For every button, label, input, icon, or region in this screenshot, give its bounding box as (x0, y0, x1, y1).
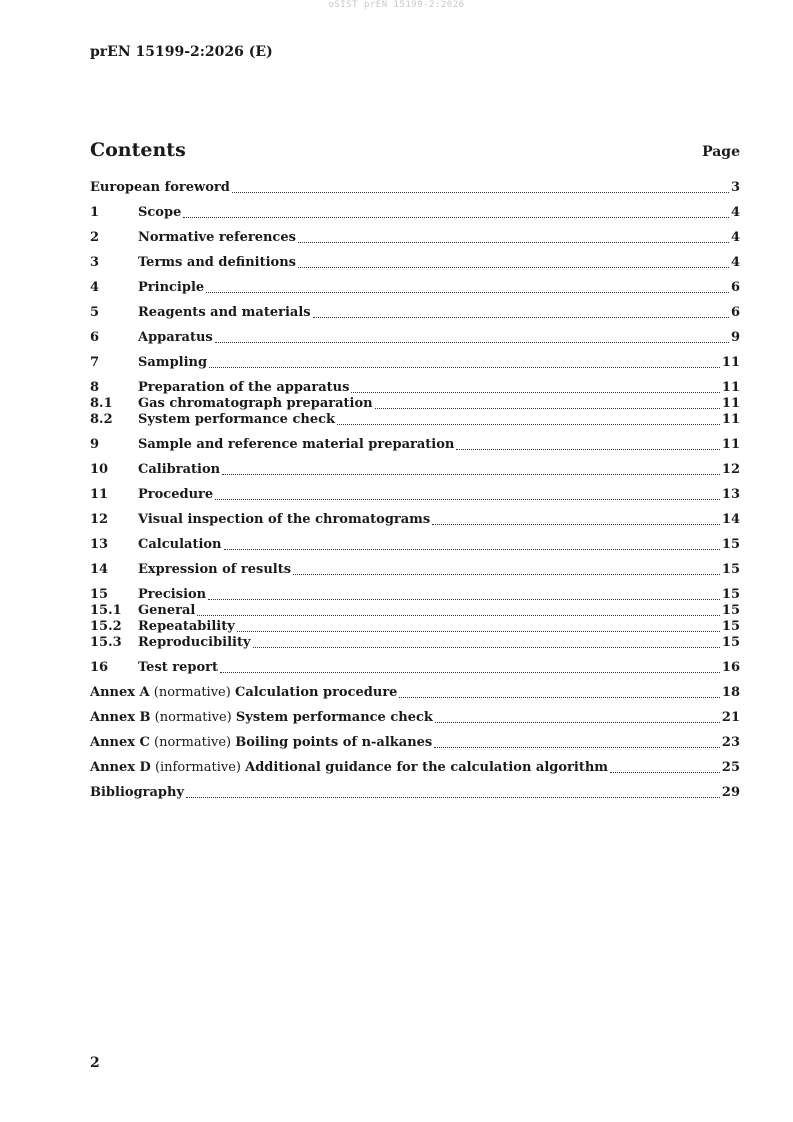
annex-label: Annex A (90, 685, 150, 700)
toc-leader (610, 772, 720, 773)
toc-entry-7[interactable] (90, 355, 740, 371)
annex-heading (90, 710, 433, 726)
toc-leader (456, 449, 720, 450)
toc-page: 11 (721, 380, 740, 395)
toc-title: Calculation (138, 537, 222, 552)
annex-heading (90, 685, 397, 701)
toc-page: 15 (721, 635, 740, 650)
annex-type: (normative) (153, 685, 231, 700)
toc-leader (399, 697, 719, 698)
toc-page: 4 (730, 230, 740, 245)
toc-page: 6 (730, 280, 740, 295)
toc-leader (293, 574, 720, 575)
toc-number: 7 (90, 355, 100, 370)
toc-entry-12[interactable] (90, 512, 740, 528)
toc-title: Expression of results (138, 562, 292, 577)
toc-title: Gas chromatograph preparation (138, 396, 373, 411)
toc-leader (220, 672, 720, 673)
toc-page: 11 (721, 412, 740, 427)
toc-leader (224, 549, 720, 550)
toc-title: System performance check (138, 412, 336, 427)
toc-leader (209, 367, 720, 368)
toc-title: Procedure (138, 487, 214, 502)
annex-heading (90, 735, 432, 751)
toc-title: Additional guidance for the calculation algorithm (245, 760, 609, 775)
toc-leader (313, 317, 729, 318)
contents-title: Contents (90, 139, 186, 161)
toc-title: Bibliography (90, 785, 185, 800)
toc-page: 13 (721, 487, 740, 502)
toc-entry-annex-d[interactable] (90, 760, 740, 776)
toc-number: 8.1 (90, 396, 113, 411)
toc-page: 4 (730, 205, 740, 220)
toc-title: Sampling (138, 355, 208, 370)
toc-entry-14[interactable] (90, 562, 740, 578)
toc-entry-8-2[interactable] (90, 412, 740, 428)
toc-entry-8-1[interactable] (90, 396, 740, 412)
toc-title: Normative references (138, 230, 296, 245)
toc-leader (215, 499, 720, 500)
page-number: 2 (90, 1055, 100, 1071)
toc-entry-2[interactable] (90, 230, 740, 246)
toc-number: 10 (90, 462, 109, 477)
toc-number: 4 (90, 280, 100, 295)
toc-leader (375, 408, 720, 409)
toc-entry-9[interactable] (90, 437, 740, 453)
toc-title: Sample and reference material preparation (138, 437, 455, 452)
toc-title: Apparatus (138, 330, 213, 345)
toc-number: 1 (90, 205, 100, 220)
toc-number: 14 (90, 562, 109, 577)
toc-page: 15 (721, 619, 740, 634)
toc-title: Visual inspection of the chromatograms (138, 512, 431, 527)
toc-page: 9 (730, 330, 740, 345)
toc-entry-11[interactable] (90, 487, 740, 503)
toc-title: General (138, 603, 196, 618)
toc-entry-16[interactable] (90, 660, 740, 676)
toc-entry-1[interactable] (90, 205, 740, 221)
toc-leader (232, 192, 729, 193)
toc-number: 15.1 (90, 603, 122, 618)
toc-page: 11 (721, 355, 740, 370)
page-column-label: Page (702, 144, 740, 160)
annex-heading (90, 760, 608, 776)
annex-label: Annex D (90, 760, 151, 775)
toc-leader (298, 267, 729, 268)
toc-entry-15[interactable] (90, 587, 740, 603)
toc-leader (337, 424, 720, 425)
toc-page: 4 (730, 255, 740, 270)
toc-number: 11 (90, 487, 109, 502)
toc-leader (435, 722, 720, 723)
toc-page: 6 (730, 305, 740, 320)
toc-leader (434, 747, 720, 748)
toc-title: System performance check (235, 710, 433, 725)
toc-entry-5[interactable] (90, 305, 740, 321)
toc-entry-annex-a[interactable] (90, 685, 740, 701)
toc-entry-15-2[interactable] (90, 619, 740, 635)
annex-type: (informative) (154, 760, 241, 775)
toc-entry-bibliography[interactable] (90, 785, 740, 801)
toc-number: 5 (90, 305, 100, 320)
toc-entry-8[interactable] (90, 380, 740, 396)
toc-title: Boiling points of n-alkanes (235, 735, 433, 750)
toc-entry-annex-c[interactable] (90, 735, 740, 751)
toc-page: 15 (721, 537, 740, 552)
toc-entry-3[interactable] (90, 255, 740, 271)
toc-number: 9 (90, 437, 100, 452)
toc-number: 13 (90, 537, 109, 552)
toc-leader (215, 342, 729, 343)
toc-page: 12 (721, 462, 740, 477)
toc-page: 11 (721, 396, 740, 411)
toc-leader (206, 292, 729, 293)
toc-number: 15.3 (90, 635, 122, 650)
toc-leader (183, 217, 729, 218)
toc-leader (432, 524, 720, 525)
toc-title: Repeatability (138, 619, 235, 634)
contents-heading-row (90, 139, 740, 161)
toc-number: 15 (90, 587, 109, 602)
toc-page: 23 (721, 735, 740, 750)
toc-leader (237, 631, 720, 632)
toc-title: Terms and definitions (138, 255, 296, 270)
table-of-contents (90, 180, 740, 801)
toc-title: Principle (138, 280, 205, 295)
toc-leader (351, 392, 720, 393)
toc-leader (208, 599, 720, 600)
toc-leader (197, 615, 720, 616)
toc-page: 11 (721, 437, 740, 452)
toc-page: 16 (721, 660, 740, 675)
toc-title: Calculation procedure (234, 685, 398, 700)
annex-label: Annex C (90, 735, 150, 750)
toc-number: 8 (90, 380, 100, 395)
toc-leader (186, 797, 720, 798)
toc-page: 15 (721, 562, 740, 577)
toc-page: 25 (721, 760, 740, 775)
toc-page: 18 (721, 685, 740, 700)
toc-leader (253, 647, 720, 648)
toc-entry-4[interactable] (90, 280, 740, 296)
annex-label: Annex B (90, 710, 151, 725)
toc-entry-13[interactable] (90, 537, 740, 553)
toc-title: Precision (138, 587, 207, 602)
toc-entry-annex-b[interactable] (90, 710, 740, 726)
toc-page: 29 (721, 785, 740, 800)
toc-leader (222, 474, 720, 475)
toc-entry-foreword[interactable] (90, 180, 740, 196)
toc-leader (298, 242, 729, 243)
toc-title: Test report (138, 660, 219, 675)
toc-number: 8.2 (90, 412, 113, 427)
toc-entry-15-3[interactable] (90, 635, 740, 651)
toc-title: Preparation of the apparatus (138, 380, 350, 395)
toc-page: 15 (721, 587, 740, 602)
toc-title: Reagents and materials (138, 305, 311, 320)
toc-entry-15-1[interactable] (90, 603, 740, 619)
toc-entry-10[interactable] (90, 462, 740, 478)
toc-number: 15.2 (90, 619, 122, 634)
toc-page: 15 (721, 603, 740, 618)
toc-number: 12 (90, 512, 109, 527)
annex-type: (normative) (154, 735, 232, 750)
annex-type: (normative) (154, 710, 232, 725)
toc-page: 21 (721, 710, 740, 725)
toc-title: Reproducibility (138, 635, 251, 650)
toc-title: European foreword (90, 180, 230, 195)
toc-entry-6[interactable] (90, 330, 740, 346)
watermark: oSIST prEN 15199-2:2026 (328, 0, 465, 10)
toc-page: 14 (721, 512, 740, 527)
toc-title: Scope (138, 205, 182, 220)
toc-number: 2 (90, 230, 100, 245)
toc-number: 3 (90, 255, 100, 270)
toc-page: 3 (730, 180, 740, 195)
toc-number: 16 (90, 660, 109, 675)
toc-title: Calibration (138, 462, 221, 477)
toc-number: 6 (90, 330, 100, 345)
document-id-header: prEN 15199-2:2026 (E) (90, 44, 273, 60)
